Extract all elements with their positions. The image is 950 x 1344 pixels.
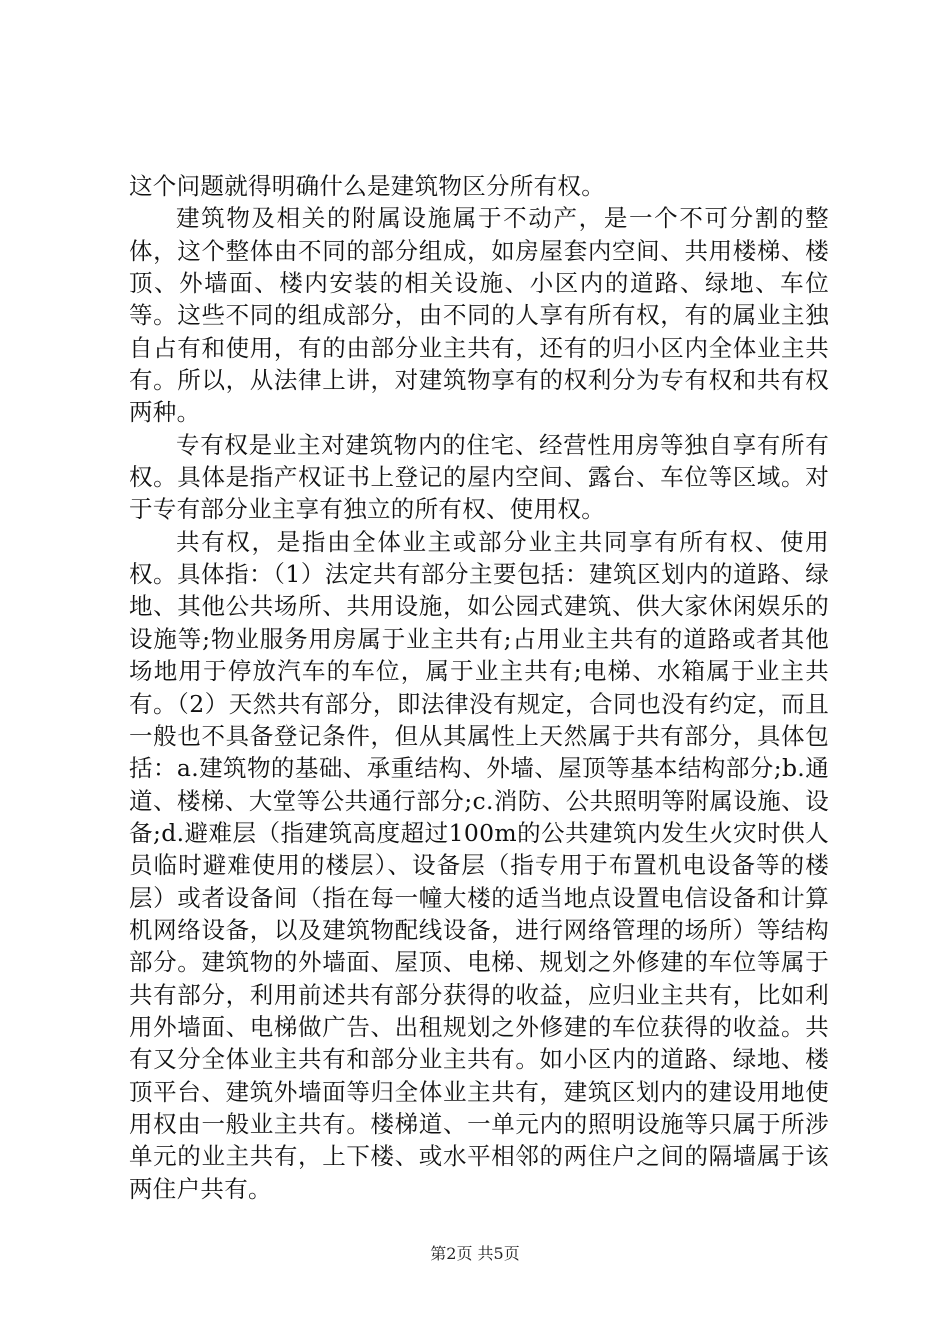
page-footer: 第2页 共5页 bbox=[430, 1244, 520, 1263]
paragraph-building-ownership: 建筑物及相关的附属设施属于不动产，是一个不可分割的整体，这个整体由不同的部分组成，如房屋套内空间、共用楼梯、楼顶、外墙面、楼内安装的相关设施、小区内的道路、绿地、车位等。这些不同的组成部分，由不同的人享有所有权，有的属业主独自占有和使用，有的由部分业主共有，还有的归小区内全体业主共有。所以，从法律上讲，对建筑物享有的权利分为专有权和共有权两种。 bbox=[129, 204, 829, 427]
paragraph-common-right: 共有权，是指由全体业主或部分业主共同享有所有权、使用权。具体指：（1）法定共有部分主要包括：建筑区划内的道路、绿地、其他公共场所、共用设施，如公园式建筑、供大家休闲娱乐的设施等;物业服务用房属于业主共有;占用业主共有的道路或者其他场地用于停放汽车的车位，属于业主共有;电梯、水箱属于业主共有。（2）天然共有部分，即法律没有规定，合同也没有约定，而且一般也不具备登记条件，但从其属性上天然属于共有部分，具体包括：a.建筑物的基础、承重结构、外墙、屋顶等基本结构部分;b.通道、楼梯、大堂等公共通行部分;c.消防、公共照明等附属设施、设备;d.避难层（指建筑高度超过100m的公共建筑内发生火灾时供人员临时避难使用的楼层）、设备层（指专用于布置机电设备等的楼层）或者设备间（指在每一幢大楼的适当地点设置电信设备和计算机网络设备，以及建筑物配线设备，进行网络管理的场所）等结构部分。建筑物的外墙面、屋顶、电梯、规划之外修建的车位等属于共有部分，利用前述共有部分获得的收益，应归业主共有，比如利用外墙面、电梯做广告、出租规划之外修建的车位获得的收益。共有又分全体业主共有和部分业主共有。如小区内的道路、绿地、楼顶平台、建筑外墙面等归全体业主共有，建筑区划内的建设用地使用权由一般业主共有。楼梯道、一单元内的照明设施等只属于所涉单元的业主共有，上下楼、或水平相邻的两住户之间的隔墙属于该两住户共有。 bbox=[129, 527, 829, 1203]
document-body bbox=[129, 170, 829, 1205]
paragraph-continuation: 这个问题就得明确什么是建筑物区分所有权。 bbox=[129, 172, 605, 200]
paragraph-exclusive-right: 专有权是业主对建筑物内的住宅、经营性用房等独自享有所有权。具体是指产权证书上登记的屋内空间、露台、车位等区域。对于专有部分业主享有独立的所有权、使用权。 bbox=[129, 430, 829, 524]
